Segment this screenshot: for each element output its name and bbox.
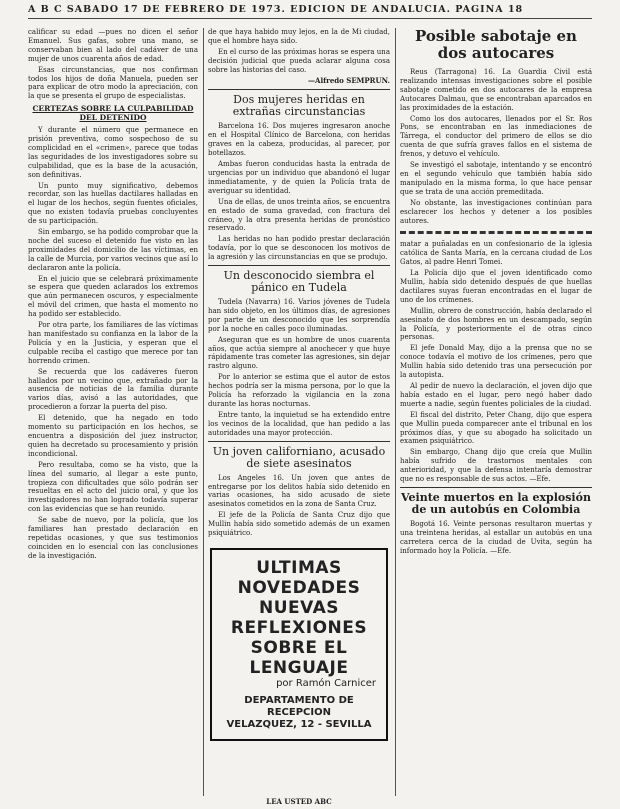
paragraph: Bogotá 16. Veinte personas resultaron muertas y una treintena heridas, al estallar un autobús en una carretera cerca de la ciudad de Uvita, según ha informado hoy la Policía. —Efe. [400, 519, 592, 555]
paragraph: Se recuerda que los cadáveres fueron hallados por un vecino que, extrañado por la ausencia de noticias de la familia durante varios días, avisó a las autoridades, que procedieron a forzar la puerta del piso. [28, 367, 198, 412]
paragraph: Un punto muy significativo, debemos recordar, son las huellas dactilares halladas en el lugar de los hechos, según fuentes oficiales, que no existen todavía pruebas concluyentes de su participación. [28, 181, 198, 226]
divider [208, 265, 390, 266]
paragraph: Ambas fueron conducidas hasta la entrada de urgencias por un individuo que abandonó el lugar inmediatamente, y de quien la Policía trata de averiguar su identidad. [208, 160, 390, 195]
paragraph: de que haya habido muy lejos, en la de Mi ciudad, que el hombre haya sido. [208, 28, 390, 45]
ad-address: VELAZQUEZ, 12 - SEVILLA [226, 718, 372, 730]
column-2 [208, 28, 390, 796]
ad-author: por Ramón Carnicer [276, 677, 376, 689]
footer-slogan: LEA USTED ABC [266, 797, 332, 806]
paragraph: Como los dos autocares, llenados por el Sr. Ros Pons, se encontraban en las inmediaciones de Tárrega, el conductor del primero de ellos se dio cuenta de que sufría graves fallos en el sistema de frenos, y detuvo el vehículo. [400, 114, 592, 159]
col1-body [28, 126, 198, 561]
paragraph: Entre tanto, la inquietud se ha extendido entre los vecinos de la localidad, que han pedido a las autoridades una mayor protección. [208, 410, 390, 437]
paragraph: Pero resultaba, como se ha visto, que la línea del sumario, al llegar a este punto, tropieza con dificultades que sólo podrán ser resueltas en el acto del juicio oral, y que los investigadores no han logrado todavía superar con las evidencias que se han reunido. [28, 460, 198, 514]
paragraph: Las heridas no han podido prestar declaración todavía, por lo que se desconocen los motivos de la agresión y las circunstancias en que se produjo. [208, 235, 390, 262]
article-title: Un desconocido siembra el pánico en Tudela [223, 269, 375, 295]
paragraph: matar a puñaladas en un confesionario de la iglesia católica de Santa María, en la cercana ciudad de Los Gatos, al padre Henri Tomei. [400, 240, 592, 267]
paragraph: La Policía dijo que el joven identificado como Mullin, había sido detenido después de que huellas dactilares suyas fueran encontradas en el lugar de uno de los crímenes. [400, 269, 592, 304]
paragraph: calificar su edad —pues no dicen el señor Emanuel. Sus gafas, sobre una mano, se conservaban bien al lado del cadáver de una mujer de unos cuarenta años de edad. [28, 28, 198, 63]
paragraph: Por otra parte, los familiares de las víctimas han manifestado su confianza en la labor de la Policía y en la Justicia, y esperan que el culpable reciba el castigo que merece por tan horrendo crimen. [28, 321, 198, 365]
column-rule-2 [395, 28, 396, 796]
ad-line: NUEVAS REFLEXIONES [230, 597, 368, 638]
paragraph: Al pedir de nuevo la declaración, el joven dijo que había estado en el lugar, pero negó haber dado muerte a nadie, según fuentes policiales de la ciudad. [400, 382, 592, 408]
paragraph: El jefe de la Policía de Santa Cruz dijo que Mullin había sido sometido además de un examen psiquiátrico. [208, 511, 390, 538]
paragraph: Tudela (Navarra) 16. Varios jóvenes de Tudela han sido objeto, en los últimos días, de agresiones por parte de un desconocido que les sorprendía por la noche en calles poco iluminadas. [208, 298, 390, 333]
paragraph: Barcelona 16. Dos mujeres ingresaron anoche en el Hospital Clínico de Barcelona, con heridas graves en la cabeza, producidas, al parecer, por botellazos. [208, 122, 390, 158]
paragraph: Una de ellas, de unos treinta años, se encuentra en estado de suma gravedad, con fractura del cráneo, y la otra presenta heridas de pronóstico reservado. [208, 197, 390, 233]
paragraph: Por lo anterior se estima que el autor de estos hechos podría ser la misma persona, por lo que la Policía ha reforzado la vigilancia en la zona durante las horas nocturnas. [208, 373, 390, 408]
paragraph: El detenido, que ha negado en todo momento su participación en los hechos, se encuentra a disposición del juez instructor, quien ha decretado su procesamiento y prisión incondicional. [28, 414, 198, 458]
article-title: Posible sabotaje en dos autocares [415, 28, 577, 62]
ad-line: ULTIMAS NOVEDADES [237, 557, 361, 598]
paragraph: En el juicio que se celebrará próximamente se espera que queden aclarados los extremos que aún permanecen oscuros, y especialmente el móvil del crimen, que hasta el momento no ha podido ser establecido. [28, 274, 198, 319]
paragraph: En el curso de las próximas horas se espera una decisión judicial que pueda aclarar alguna cosa sobre las historias del caso. [208, 47, 390, 74]
column-1 [28, 28, 198, 796]
paragraph: No obstante, las investigaciones continúan para esclarecer los hechos y detener a los posibles autores. [400, 198, 592, 225]
paragraph: Se sabe de nuevo, por la policía, que los familiares han prestado declaración en repetidas ocasiones, y que sus testimonios coinciden en lo esencial con las conclusiones de la investigación. [28, 516, 198, 560]
page-header: A B C SABADO 17 DE FEBRERO DE 1973. EDICION DE ANDALUCIA. PAGINA 18 [28, 4, 592, 19]
paragraph: Los Angeles 16. Un joven que antes de entregarse por los delitos había sido detenido en varias ocasiones, ha sido acusado de siete asesinatos cometidos en la zona de Santa Cruz. [208, 473, 390, 509]
column-rule-1 [203, 28, 204, 796]
paragraph: Y durante el número que permanece en prisión preventiva, como sospechoso de su complicidad en el «crimen», parece que todas las seguridades de los investigadores sobre su culpabilidad, que es la base de la acusación, son definitivas. [28, 126, 198, 179]
paragraph: Aseguran que es un hombre de unos cuarenta años, que actúa siempre al anochecer y que huye rápidamente tras cometer las agresiones, sin dejar rastro alguno. [208, 335, 390, 371]
article-title: Dos mujeres heridas en extrañas circunstancias [232, 93, 366, 119]
advertisement [210, 548, 388, 741]
paragraph: Se investigó el sabotaje, intentando y se encontró en el segundo vehículo que también había sido manipulado en la misma forma, lo que hace pensar que se trata de una acción premeditada. [400, 161, 592, 196]
byline: —Alfredo SEMPRUN. [308, 75, 390, 85]
divider [208, 89, 390, 90]
paragraph: Reus (Tarragona) 16. La Guardia Civil está realizando intensas investigaciones sobre el posible sabotaje cometido en dos autocares de la empresa Autocares Dalmau, que se encontraban aparcados en las proximidades de la estación. [400, 68, 592, 112]
ad-department: DEPARTAMENTO DE RECEPCION [244, 694, 354, 718]
paragraph: El fiscal del distrito, Peter Chang, dijo que espera que Mullin pueda comparecer ante el tribunal en los próximos días, y que su abogado ha solicitado un examen psiquiátrico. [400, 410, 592, 446]
divider [400, 487, 592, 488]
paragraph: El jefe Donald May, dijo a la prensa que no se conoce todavía el motivo de los crímenes, pero que Mullin había sido detenido tras una persecución por la autopista. [400, 344, 592, 380]
article-title: Veinte muertos en la explosión de un autobús en Colombia [401, 490, 591, 516]
article-title: Un joven californiano, acusado de siete asesinatos [212, 444, 386, 470]
paragraph: Sin embargo, Chang dijo que creía que Mullin había sufrido de trastornos mentales con anterioridad, y que la defensa intentaría demostrar que no es responsable de sus actos. —Efe. [400, 448, 592, 484]
paragraph: Mullin, obrero de construcción, había declarado el asesinato de dos hombres en un descampado, según la Policía, y posteriormente el de otras cinco personas. [400, 306, 592, 342]
column-3 [400, 28, 592, 796]
divider [400, 231, 592, 234]
ad-line: SOBRE EL LENGUAJE [249, 637, 349, 678]
paragraph: Sin embargo, se ha podido comprobar que la noche del suceso el detenido fue visto en las proximidades del domicilio de las víctimas, en la calle de Murcia, por varios vecinos que así lo declararon ante la policía. [28, 228, 198, 272]
divider [208, 441, 390, 442]
section-heading: CERTEZAS SOBRE LA CULPABILIDAD DEL DETENIDO [32, 104, 194, 123]
col1-lead [28, 28, 198, 101]
paragraph: Esas circunstancias, que nos confirman todos los hijos de doña Manuela, pueden ser para explicar de otro modo la apreciación, con la que se presenta el grupo de especialistas. [28, 65, 198, 101]
